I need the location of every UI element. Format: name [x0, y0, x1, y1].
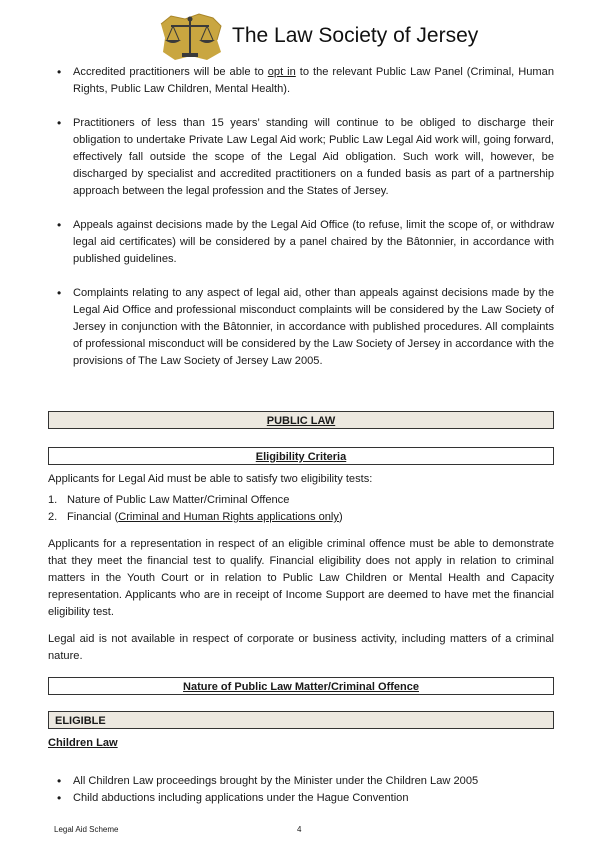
list-item: • Complaints relating to any aspect of legal aid, other than appeals against decisions made by the Legal Aid Office and professional misconduct complaints will be considered by the Law Society of Jersey in conjunction with the Bâtonnier, in accordance with published procedures. All complaints of professional misconduct will be considered by the Law Society of Jersey in accordance with the provisions of The Law Society of Jersey Law 2005.: [48, 285, 554, 370]
eligible-heading: [48, 711, 554, 729]
list-item: • Appeals against decisions made by the Legal Aid Office (to refuse, limit the scope of, or withdraw legal aid certificates) will be considered by a panel chaired by the Bâtonnier, in accordance with published guidelines.: [48, 217, 554, 268]
bullet-text: Accredited practitioners will be able to: [73, 66, 268, 78]
children-law-list: [48, 773, 554, 807]
bullet-text: to the relevant Public Law Panel (Criminal, Human Rights, Public Law Children, Mental Health).: [73, 66, 554, 95]
list-item: • Practitioners of less than 15 years’ standing will continue to be obliged to discharge their obligation to undertake Private Law Legal Aid work; Public Law Legal Aid work will, going forward, effectively fall outside the scope of the Legal Aid obligation. Such work will, however, be discharged by specialist and accredited practitioners on a funded basis as part of a partnership approach between the legal profession and the States of Jersey.: [48, 115, 554, 200]
list-item: [48, 64, 554, 98]
eligibility-paragraph-2: Legal aid is not available in respect of corporate or business activity, including matters of a criminal nature.: [48, 633, 554, 662]
eligibility-tests-list: [48, 492, 554, 526]
public-law-heading-text: PUBLIC LAW: [266, 415, 336, 427]
list-item: • All Children Law proceedings brought by the Minister under the Children Law 2005: [48, 773, 554, 790]
eligibility-heading: [48, 447, 554, 465]
footer-page-number: 4: [297, 825, 302, 834]
footer-document-name: Legal Aid Scheme: [54, 825, 119, 834]
list-item: [48, 509, 554, 526]
society-name: The Law Society of Jersey: [232, 24, 479, 47]
list-number: 1.: [48, 494, 58, 506]
public-law-heading: [48, 411, 554, 429]
eligibility-intro: Applicants for Legal Aid must be able to satisfy two eligibility tests:: [48, 473, 373, 485]
scales-of-justice-icon: [155, 10, 225, 62]
children-law-heading: Children Law: [48, 737, 118, 749]
document-body: [48, 64, 554, 807]
list-item: • Child abductions including applications under the Hague Convention: [48, 790, 554, 807]
test-qualifier: Criminal and Human Rights applications only: [118, 511, 339, 523]
test-text: Nature of Public Law Matter/Criminal Offence: [67, 494, 290, 506]
eligible-heading-text: ELIGIBLE: [55, 715, 106, 727]
test-text: Financial (: [67, 511, 119, 523]
intro-bullet-list: [48, 64, 554, 370]
list-number: 2.: [48, 511, 58, 523]
page-header: [0, 0, 601, 62]
opt-in-term: opt in: [267, 66, 296, 78]
eligibility-heading-text: Eligibility Criteria: [255, 451, 347, 463]
nature-heading-text: Nature of Public Law Matter/Criminal Offence: [183, 681, 419, 693]
test-text-end: ): [338, 511, 343, 523]
list-item: [48, 492, 554, 509]
eligibility-paragraph-1: Applicants for a representation in respect of an eligible criminal offence must be able to demonstrate that they meet the financial test to qualify. Financial eligibility does not apply in relation to criminal matters in the Youth Court or in relation to Public Law Children or Mental Health and Capacity representation. Applicants who are in receipt of Income Support are deemed to have met the financial eligibility test.: [48, 538, 554, 618]
nature-heading: [48, 677, 554, 695]
